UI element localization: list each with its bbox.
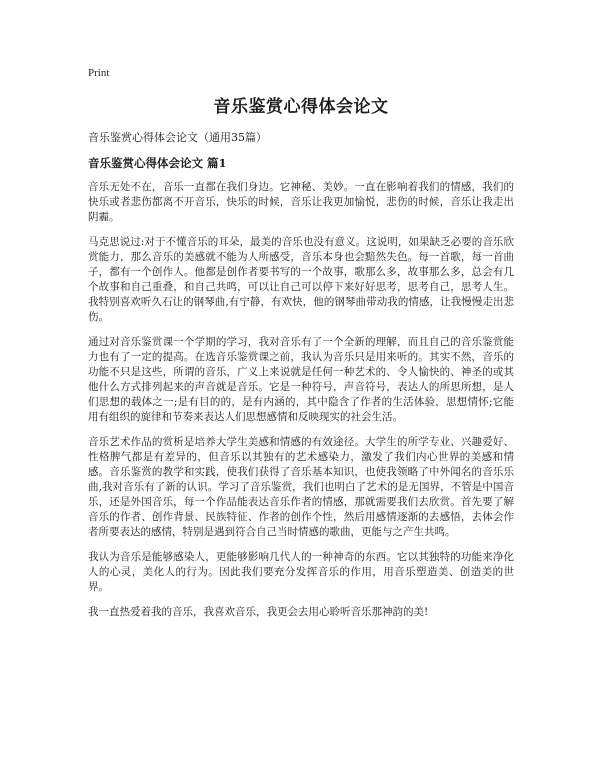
paragraph: 马克思说过:对于不懂音乐的耳朵，最美的音乐也没有意义。这说明，如果缺乏必要的音乐欣赏能力，那么音乐的美感就不能为人所感受，音乐本身也会黯然失色。每一首歌，每一首曲子，都有一个创作人。他都是创作者要书写的一个故事，歌那么多，故事那么多，总会有几个故事和自己重叠，和自己共鸣，可以让自己可以停下来好好思考，思考自己，思考人生。我特别喜欢听久石让的钢琴曲,有宁静，有欢快，他的钢琴曲带动我的情感，让我慢慢走出悲伤。 [88, 236, 514, 323]
paragraph: 我认为音乐是能够感染人，更能够影响几代人的一种神奇的东西。它以其独特的功能来净化人的心灵，美化人的行为。因此我们要充分发挥音乐的作用，用音乐塑造美、创造美的世界。 [88, 551, 514, 593]
paragraph: 音乐艺术作品的赏析是培养大学生美感和情感的有效途径。大学生的所学专业、兴趣爱好、性格脾气都是有差异的，但音乐以其独有的艺术感染力，激发了我们内心世界的美感和情感。音乐鉴赏的教学和实践，使我们获得了音乐基本知识，也使我领略了中外闻名的音乐乐曲,我对音乐有了新的认识。学习了音乐鉴赏，我们也明白了艺术的是无国界，不管是中国音乐，还是外国音乐，每一个作品能表达音乐作者的情感，那就需要我们去欣赏。首先要了解音乐的作者、创作背景、民族特征、作者的创作个性，然后用感情逐渐的去感悟，去体会作者所要表达的感情，特别是遇到符合自己当时情感的歌曲，更能与之产生共鸣。 [88, 436, 514, 538]
section-heading: 音乐鉴赏心得体会论文 篇1 [88, 156, 227, 170]
paragraph: 音乐无处不在，音乐一直都在我们身边。它神秘、美妙。一直在影响着我们的情感，我们的快乐或者悲伤都离不开音乐，快乐的时候，音乐让我更加愉悦，悲伤的时候，音乐让我走出阴霾。 [88, 181, 514, 223]
document-page [88, 66, 514, 630]
page-title: 音乐鉴赏心得体会论文 [213, 97, 389, 117]
print-link[interactable]: Print [88, 67, 110, 79]
paragraph: 我一直热爱着我的音乐，我喜欢音乐，我更会去用心聆听音乐那神韵的美! [88, 606, 429, 618]
paragraph: 通过对音乐鉴赏课一个学期的学习，我对音乐有了一个全新的理解，而且自己的音乐鉴赏能力也有了一定的提高。在选音乐鉴赏课之前，我认为音乐只是用来听的。其实不然，音乐的功能不只是这些，所谓的音乐，广义上来说就是任何一种艺术的、令人愉快的、神圣的或其他什么方式排列起来的声音就是音乐。它是一种符号，声音符号，表达人的所思所想，是人们思想的载体之一;是有目的的，是有内涵的，其中隐含了作者的生活体验，思想情怀;它能用有组织的旋律和节奏来表达人们思想感情和反映现实的社会生活。 [88, 336, 514, 423]
document-subtitle: 音乐鉴赏心得体会论文（通用35篇） [88, 131, 267, 144]
